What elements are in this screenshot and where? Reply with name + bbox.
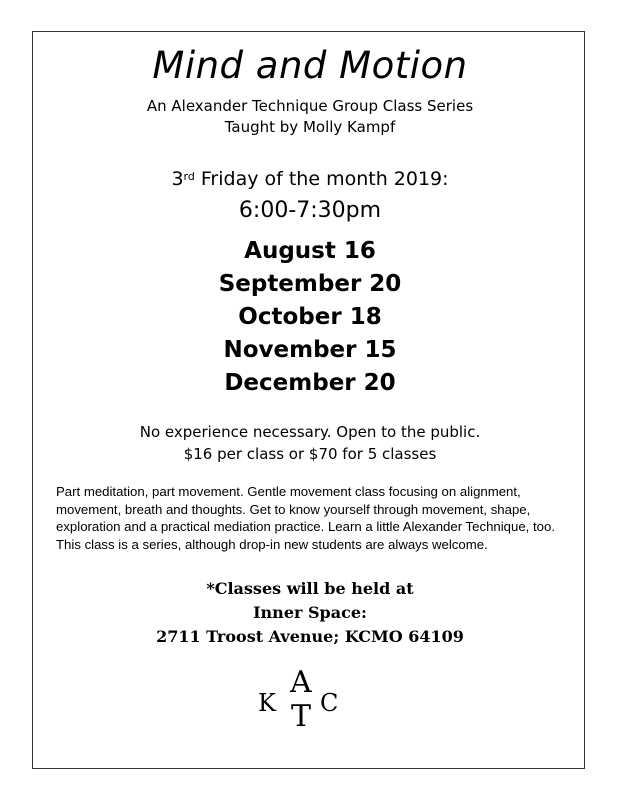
date-item: October 18	[238, 304, 382, 330]
venue-address: 2711 Troost Avenue; KCMO 64109	[156, 627, 464, 646]
date-item: November 15	[223, 337, 397, 363]
experience-note: No experience necessary. Open to the public.	[139, 423, 481, 441]
date-item: August 16	[244, 238, 376, 264]
date-list	[0, 235, 620, 400]
venue-name: Inner Space:	[253, 603, 367, 622]
flyer-title: Mind and Motion	[152, 44, 468, 87]
subtitle	[0, 96, 620, 138]
subtitle-teacher: Taught by Molly Kampf	[224, 118, 396, 136]
class-description: Part meditation, part movement. Gentle movement class focusing on alignment, movement, breath and thoughts. Get to know yourself through movement, shape, exploration and a practical mediation practice. Learn a little Alexander Technique, too. This class is a series, although drop-in new students are always welcome.	[56, 484, 555, 552]
schedule-recurrence	[0, 163, 620, 195]
logo-letter-a: A	[290, 665, 312, 700]
subtitle-series: An Alexander Technique Group Class Series	[146, 97, 474, 115]
flyer-border	[32, 31, 585, 769]
logo-letter-t: T	[291, 699, 312, 734]
logo-letter-c: C	[320, 689, 339, 717]
class-info	[0, 421, 620, 465]
class-time: 6:00-7:30pm	[238, 198, 382, 223]
location-intro: *Classes will be held at	[206, 579, 414, 598]
logo-letter-k: K	[258, 689, 276, 717]
recurrence-text: Friday of the month 2019:	[194, 168, 449, 190]
pricing: $16 per class or $70 for 5 classes	[183, 445, 437, 463]
katc-logo	[258, 665, 358, 745]
ordinal-suffix: rd	[183, 170, 195, 183]
location	[0, 577, 620, 649]
date-item: December 20	[224, 370, 396, 396]
date-item: September 20	[218, 271, 402, 297]
ordinal-number: 3	[171, 168, 184, 190]
schedule	[0, 163, 620, 227]
